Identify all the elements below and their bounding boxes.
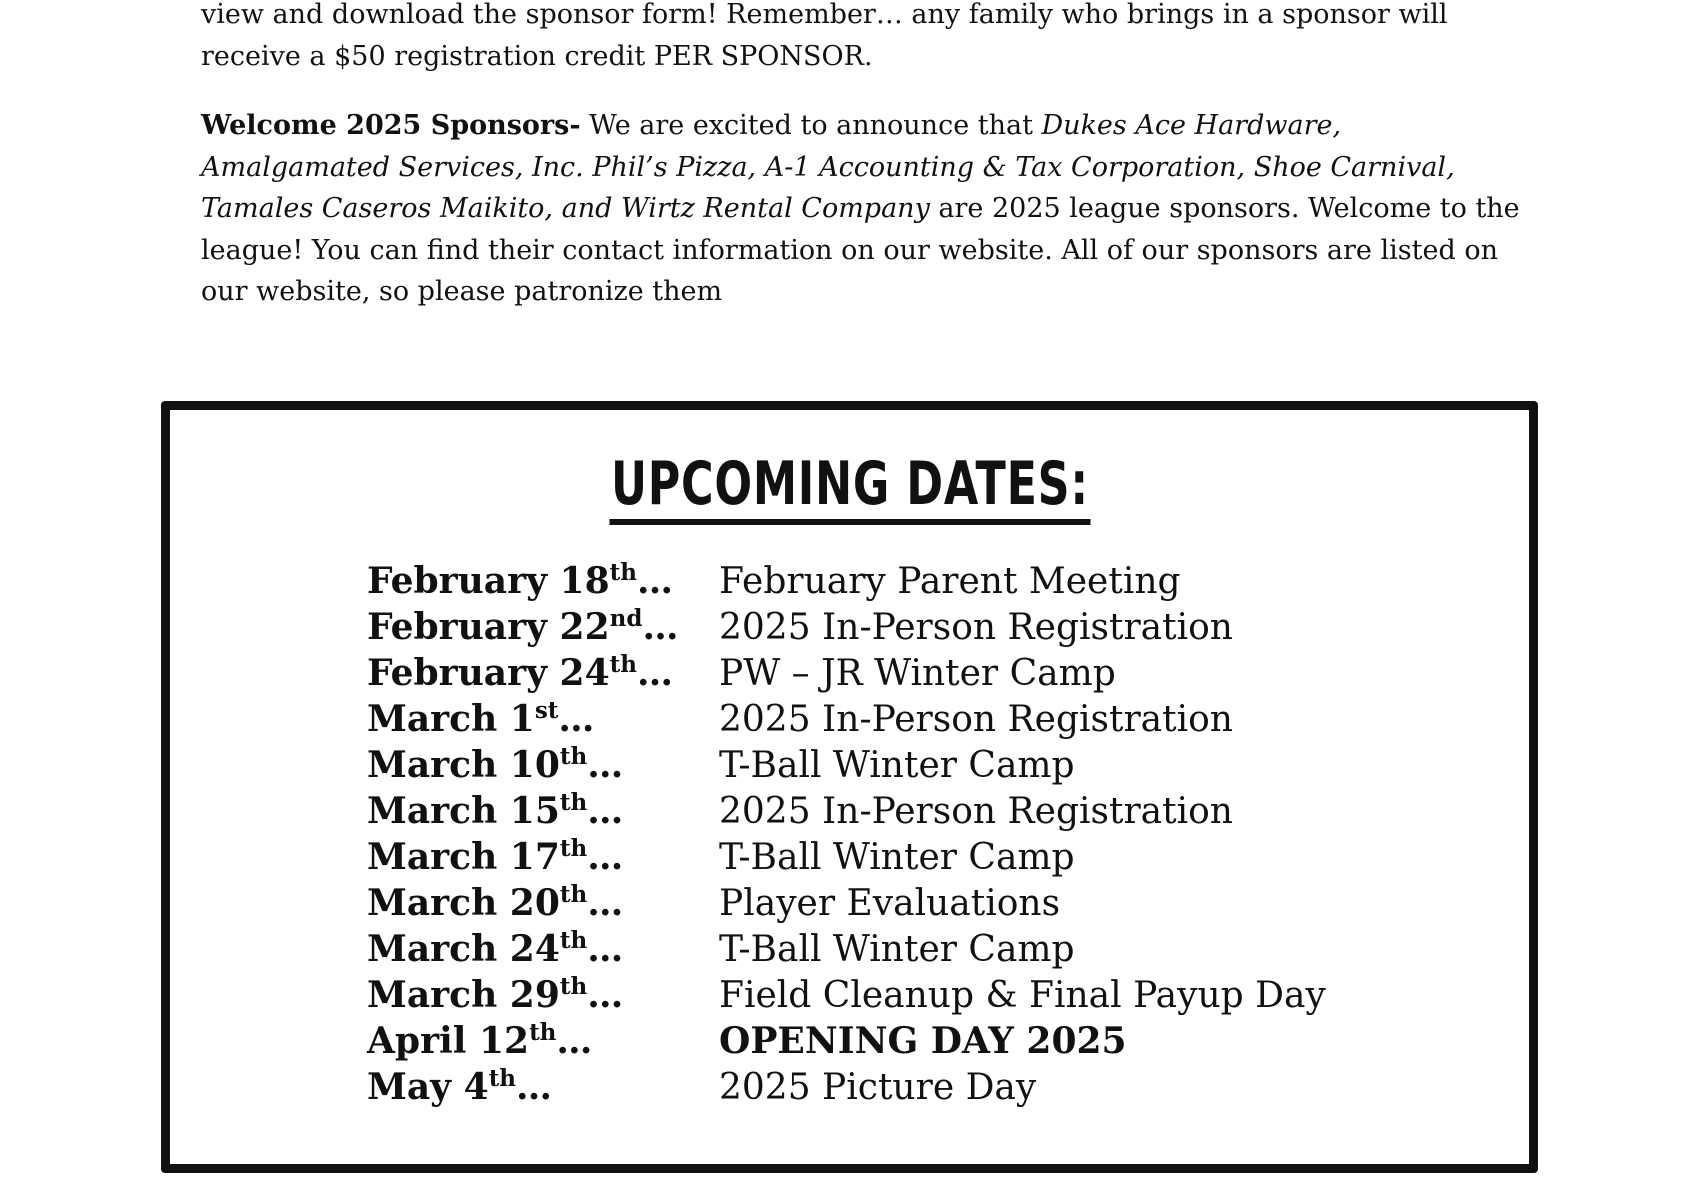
date-month-day: March 29 <box>367 974 560 1016</box>
date-ellipsis: … <box>587 790 624 832</box>
date-label <box>367 744 719 786</box>
date-event: February Parent Meeting <box>719 560 1181 602</box>
date-ellipsis: … <box>587 836 624 878</box>
date-month-day: February 24 <box>367 652 610 694</box>
date-ellipsis: … <box>637 652 674 694</box>
date-label <box>367 790 719 832</box>
date-month-day: March 10 <box>367 744 560 786</box>
sponsor-names: Dukes Ace Hardware, Amalgamated Services, Inc. Phil’s Pizza, A-1 Accounting & Tax Corporation, Shoe Carnival, Tamales Caseros Maikito, and Wirtz Rental Company <box>201 110 1455 224</box>
date-label <box>367 1020 719 1062</box>
date-month-day: March 15 <box>367 790 560 832</box>
date-ellipsis: … <box>516 1066 553 1108</box>
date-label <box>367 698 719 740</box>
date-label <box>367 928 719 970</box>
date-month-day: March 17 <box>367 836 560 878</box>
date-suffix: th <box>609 559 638 586</box>
sponsors-heading: Welcome 2025 Sponsors- <box>201 110 581 141</box>
date-ellipsis: … <box>556 1020 593 1062</box>
date-ellipsis: … <box>587 882 624 924</box>
date-suffix: nd <box>609 605 643 632</box>
date-month-day: March 20 <box>367 882 560 924</box>
date-row <box>367 650 1326 696</box>
date-label <box>367 606 719 648</box>
date-row <box>367 558 1326 604</box>
date-suffix: th <box>559 927 588 954</box>
date-event: OPENING DAY 2025 <box>719 1020 1127 1062</box>
date-row <box>367 926 1326 972</box>
date-row <box>367 696 1326 742</box>
upcoming-dates-heading <box>170 449 1529 525</box>
date-suffix: th <box>559 743 588 770</box>
intro-line-1: view and download the sponsor form! Remember… any family who brings in a sponsor will <box>201 0 1448 30</box>
intro-line-2: receive a $50 registration credit PER SPONSOR. <box>201 40 873 72</box>
upcoming-dates-list <box>367 558 1326 1110</box>
date-month-day: May 4 <box>367 1066 489 1108</box>
date-label <box>367 652 719 694</box>
date-month-day: February 22 <box>367 606 610 648</box>
date-suffix: th <box>559 973 588 1000</box>
date-suffix: st <box>534 697 559 724</box>
date-event: 2025 Picture Day <box>719 1066 1037 1108</box>
date-row <box>367 880 1326 926</box>
date-ellipsis: … <box>587 928 624 970</box>
date-event: Player Evaluations <box>719 882 1061 924</box>
date-row <box>367 972 1326 1018</box>
date-month-day: March 1 <box>367 698 535 740</box>
date-suffix: th <box>559 789 588 816</box>
sponsors-tail: are 2025 league sponsors. Welcome to the league! You can find their contact information on our website. All of our sponsors are listed on our website, so please patronize them <box>201 193 1520 307</box>
upcoming-dates-title: UPCOMING DATES: <box>609 449 1090 525</box>
sponsor-form-paragraph <box>201 0 1521 77</box>
date-label <box>367 560 719 602</box>
date-row <box>367 742 1326 788</box>
upcoming-dates-box <box>161 401 1538 1173</box>
date-month-day: March 24 <box>367 928 560 970</box>
date-row <box>367 604 1326 650</box>
date-ellipsis: … <box>642 606 679 648</box>
date-row <box>367 1064 1326 1110</box>
date-event: 2025 In-Person Registration <box>719 606 1233 648</box>
date-event: T-Ball Winter Camp <box>719 836 1075 878</box>
date-row <box>367 1018 1326 1064</box>
sponsors-paragraph <box>201 105 1521 313</box>
date-row <box>367 834 1326 880</box>
date-ellipsis: … <box>587 744 624 786</box>
date-row <box>367 788 1326 834</box>
date-label <box>367 882 719 924</box>
date-label <box>367 836 719 878</box>
date-ellipsis: … <box>637 560 674 602</box>
date-suffix: th <box>559 835 588 862</box>
date-event: Field Cleanup & Final Payup Day <box>719 974 1326 1016</box>
date-suffix: th <box>529 1019 557 1046</box>
date-event: 2025 In-Person Registration <box>719 698 1233 740</box>
date-label <box>367 974 719 1016</box>
date-month-day: April 12 <box>367 1020 530 1062</box>
date-event: PW – JR Winter Camp <box>719 652 1116 694</box>
date-event: 2025 In-Person Registration <box>719 790 1233 832</box>
date-label <box>367 1066 719 1108</box>
date-suffix: th <box>488 1065 517 1092</box>
date-suffix: th <box>559 881 588 908</box>
date-suffix: th <box>609 651 638 678</box>
date-ellipsis: … <box>587 974 624 1016</box>
date-event: T-Ball Winter Camp <box>719 744 1075 786</box>
date-event: T-Ball Winter Camp <box>719 928 1075 970</box>
date-ellipsis: … <box>558 698 595 740</box>
date-month-day: February 18 <box>367 560 610 602</box>
sponsors-lead: We are excited to announce that <box>580 110 1042 141</box>
